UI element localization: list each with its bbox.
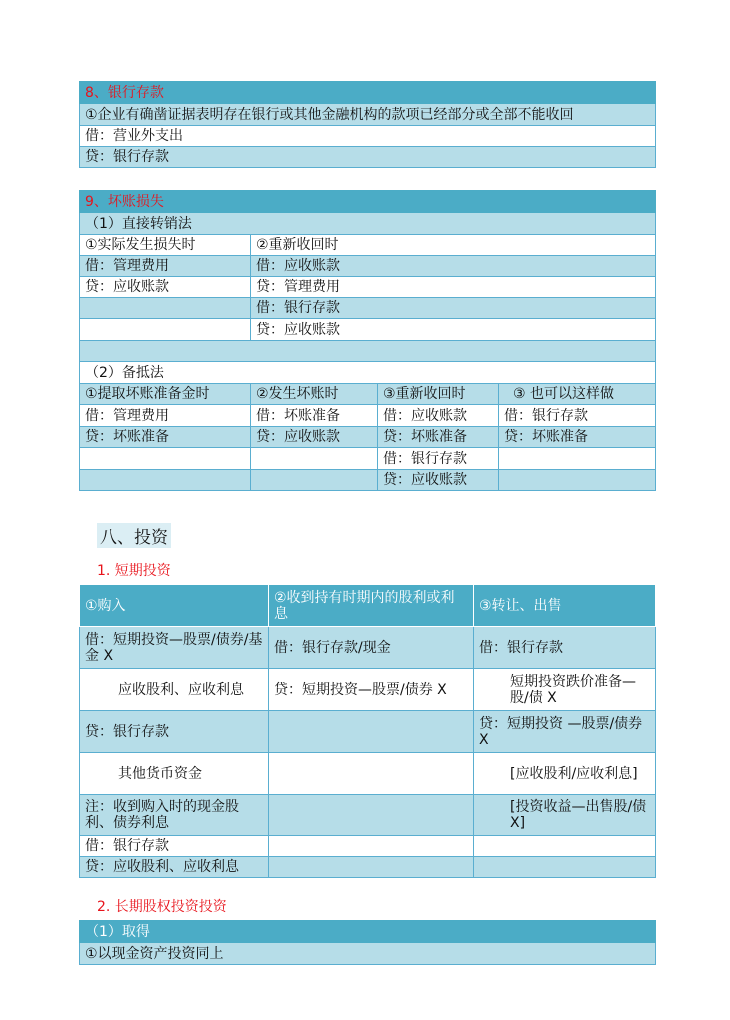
method-label: （1）直接转销法 [80, 213, 656, 235]
subsection-title: 2. 长期股权投资投资 [97, 899, 227, 915]
section-title: 9、坏账损失 [80, 191, 656, 213]
table-cell [80, 298, 251, 319]
table-cell: 借：应收账款 [378, 405, 499, 427]
table-cell [80, 319, 251, 341]
table-cell: 应收股利、应收利息 [80, 669, 269, 711]
table-cell: 借：短期投资—股票/债券/基金 X [80, 627, 269, 669]
table-cell: 贷：银行存款 [80, 711, 269, 753]
table-row: ①以现金资产投资同上 [80, 943, 656, 965]
chapter-heading: 八、投资 [97, 523, 171, 548]
table-cell [80, 448, 251, 470]
table-cell: 借：银行存款 [80, 836, 269, 857]
table-cell [269, 836, 474, 857]
table-cell: 其他货币资金 [80, 753, 269, 795]
table-cell: 借：银行存款/现金 [269, 627, 474, 669]
column-header: ③ 也可以这样做 [499, 384, 656, 405]
table-cell [80, 470, 251, 491]
method-label: （2）备抵法 [80, 362, 656, 384]
table-cell [269, 711, 474, 753]
table-cell: 贷：坏账准备 [499, 427, 656, 448]
table-cell: 贷：坏账准备 [378, 427, 499, 448]
column-header: ①实际发生损失时 [80, 235, 251, 256]
column-header: ①购入 [80, 585, 269, 627]
table-cell: 贷：应收账款 [251, 427, 378, 448]
table-cell: 借：银行存款 [378, 448, 499, 470]
table-cell: 贷：应收账款 [251, 319, 656, 341]
table-cell: 借：银行存款 [251, 298, 656, 319]
column-header: ①提取坏账准备金时 [80, 384, 251, 405]
section-title: 8、银行存款 [80, 82, 656, 104]
table-row: 借：营业外支出 [80, 126, 656, 147]
table-cell [474, 836, 656, 857]
table-row: ①企业有确凿证据表明存在银行或其他金融机构的款项已经部分或全部不能收回 [80, 104, 656, 126]
table-row: 贷：银行存款 [80, 147, 656, 168]
table-cell [499, 448, 656, 470]
table-cell: [投资收益—出售股/债 X] [474, 795, 656, 836]
table-cell: 注：收到购入时的现金股利、债券利息 [80, 795, 269, 836]
table-cell [269, 857, 474, 878]
table-cell [251, 470, 378, 491]
table-cell: 借：管理费用 [80, 405, 251, 427]
column-header: ③重新收回时 [378, 384, 499, 405]
method-label: （1）取得 [80, 921, 656, 943]
table-cell [499, 470, 656, 491]
long-term-investment-table [79, 920, 656, 965]
table-cell: 借：银行存款 [499, 405, 656, 427]
column-header: ②重新收回时 [251, 235, 656, 256]
table-row [80, 341, 656, 362]
table-cell: 贷：应收账款 [80, 277, 251, 298]
bank-deposit-table [79, 81, 656, 168]
table-cell [474, 857, 656, 878]
column-header: ③转让、出售 [474, 585, 656, 627]
table-cell: 贷：短期投资 —股票/债券 X [474, 711, 656, 753]
column-header: ②收到持有时期内的股利或利息 [269, 585, 474, 627]
table-cell [269, 795, 474, 836]
table-cell: 贷：坏账准备 [80, 427, 251, 448]
bad-debt-table [79, 190, 656, 491]
table-cell: 借：管理费用 [80, 256, 251, 277]
column-header: ②发生坏账时 [251, 384, 378, 405]
table-cell: 贷：管理费用 [251, 277, 656, 298]
table-cell: 贷：应收股利、应收利息 [80, 857, 269, 878]
table-cell: 借：银行存款 [474, 627, 656, 669]
table-cell [269, 753, 474, 795]
table-cell: 贷：应收账款 [378, 470, 499, 491]
subsection-title: 1. 短期投资 [97, 563, 171, 579]
table-cell [251, 448, 378, 470]
table-cell: 短期投资跌价准备—股/债 X [474, 669, 656, 711]
short-term-investment-table [79, 584, 656, 878]
table-cell: 借：应收账款 [251, 256, 656, 277]
table-cell: 贷：短期投资—股票/债券 X [269, 669, 474, 711]
table-cell: 借：坏账准备 [251, 405, 378, 427]
table-cell: [应收股利/应收利息] [474, 753, 656, 795]
